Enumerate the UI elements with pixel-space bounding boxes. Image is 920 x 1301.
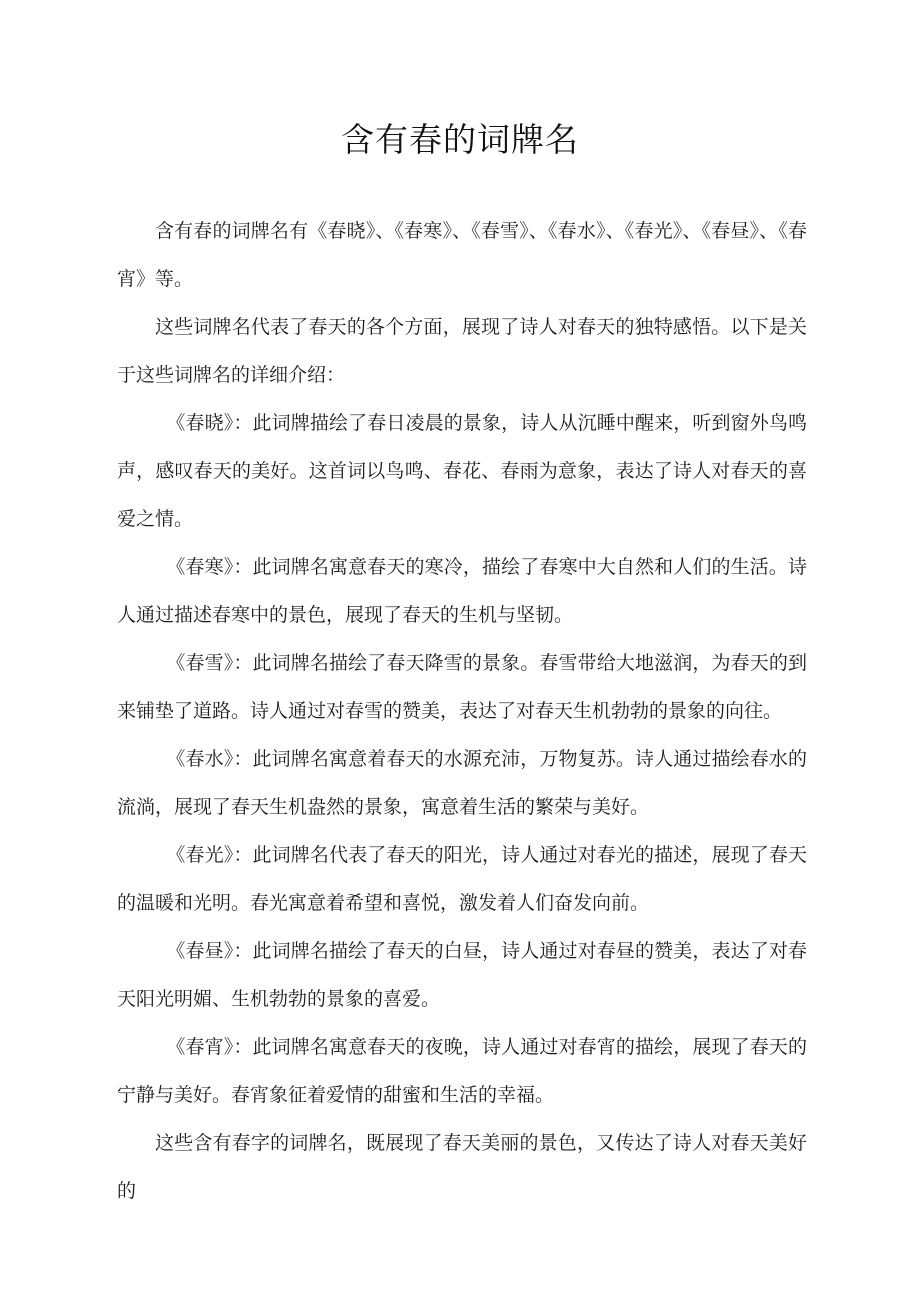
paragraph-chunzhou: 《春昼》：此词牌名描绘了春天的白昼，诗人通过对春昼的赞美，表达了对春天阳光明媚、生机勃勃的景象的喜爱。 <box>117 940 807 1010</box>
paragraph-chunhan: 《春寒》：此词牌名寓意春天的寒冷，描绘了春寒中大自然和人们的生活。诗人通过描述春寒中的景色，展现了春天的生机与坚韧。 <box>117 556 807 626</box>
paragraph-chunxiao: 《春晓》：此词牌描绘了春日凌晨的景象，诗人从沉睡中醒来，听到窗外鸟鸣声，感叹春天的美好。这首词以鸟鸣、春花、春雨为意象，表达了诗人对春天的喜爱之情。 <box>117 412 807 530</box>
paragraph-conclusion: 这些含有春字的词牌名，既展现了春天美丽的景色，又传达了诗人对春天美好的 <box>117 1132 807 1202</box>
page-title: 含有春的词牌名 <box>341 120 579 159</box>
paragraph-intro: 含有春的词牌名有《春晓》、《春寒》、《春雪》、《春水》、《春光》、《春昼》、《春宵》等。 <box>117 220 807 290</box>
paragraph-chunxue: 《春雪》：此词牌名描绘了春天降雪的景象。春雪带给大地滋润，为春天的到来铺垫了道路。诗人通过对春雪的赞美，表达了对春天生机勃勃的景象的向往。 <box>117 652 807 722</box>
paragraph-chunxiao-night: 《春宵》：此词牌名寓意春天的夜晚，诗人通过对春宵的描绘，展现了春天的宁静与美好。春宵象征着爱情的甜蜜和生活的幸福。 <box>117 1036 807 1106</box>
document-body <box>117 207 807 1215</box>
paragraph-chunguang: 《春光》：此词牌名代表了春天的阳光，诗人通过对春光的描述，展现了春天的温暖和光明。春光寓意着希望和喜悦，激发着人们奋发向前。 <box>117 844 807 914</box>
paragraph-overview: 这些词牌名代表了春天的各个方面，展现了诗人对春天的独特感悟。以下是关于这些词牌名的详细介绍： <box>117 316 807 386</box>
paragraph-chunshui: 《春水》：此词牌名寓意着春天的水源充沛，万物复苏。诗人通过描绘春水的流淌，展现了春天生机盎然的景象，寓意着生活的繁荣与美好。 <box>117 748 807 818</box>
